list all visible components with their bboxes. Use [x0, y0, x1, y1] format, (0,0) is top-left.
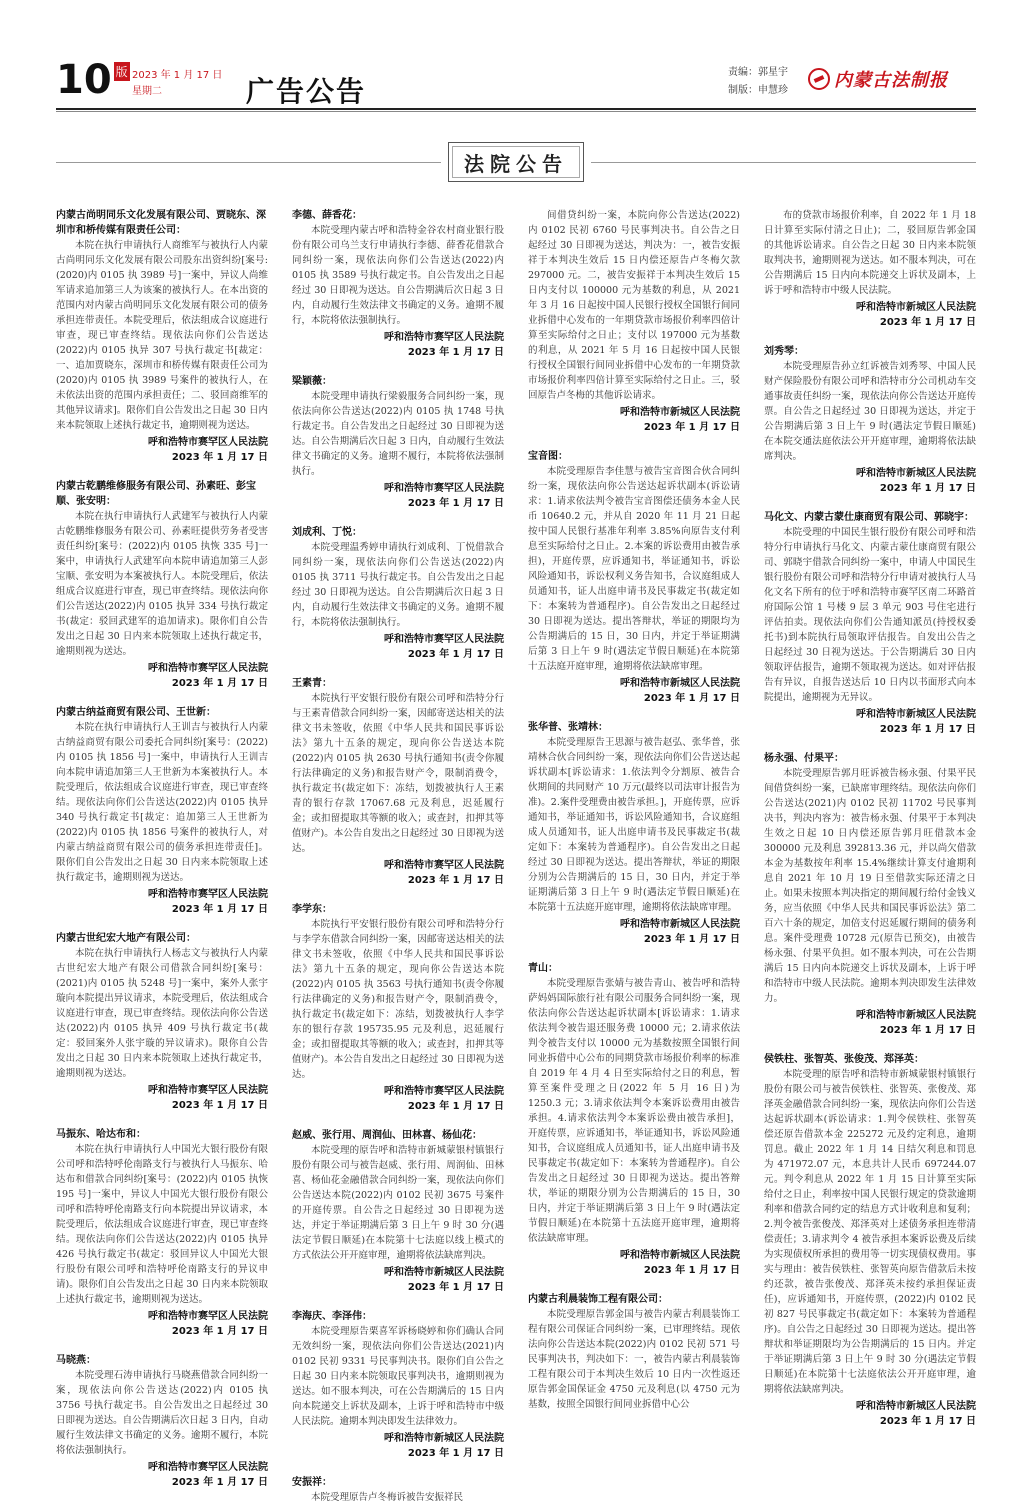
notice-title: 内蒙古纳益商贸有限公司、王世新：	[56, 707, 216, 718]
page-header	[56, 58, 976, 108]
column-3	[528, 208, 740, 1478]
court-notice	[292, 1475, 504, 1505]
notice-date: 2023 年 1 月 17 日	[407, 1448, 504, 1459]
notice-date: 2023 年 1 月 17 日	[879, 317, 976, 328]
banner-box	[448, 142, 584, 182]
banner-title: 法院公告	[464, 151, 568, 176]
notice-title: 安振祥：	[292, 1477, 332, 1488]
header-rule-thin	[56, 111, 976, 112]
notice-court: 呼和浩特市赛罕区人民法院	[384, 634, 504, 645]
court-notice	[764, 1052, 976, 1429]
notice-date: 2023 年 1 月 17 日	[407, 1282, 504, 1293]
logo-text: 内蒙古法制报	[834, 70, 948, 91]
column-1	[56, 208, 268, 1488]
section-title: 广告公告	[246, 75, 367, 108]
notice-title: 侯铁柱、张智英、张俊茂、郑泽英：	[764, 1054, 924, 1065]
notice-body: 本院受理原告郭金国与被告内蒙古利晨装饰工程有限公司保证合同纠纷一案，已审理终结。现依法向你公告送达本院(2022)内 0102 民初 571 号民事判决书，判决如下：一，被告内蒙古利晨装饰工程有限公司于本判决生效后 10 日内一次性返还原告郭金国保证金 4750 元及利息(以 4750 元为基数，按照全国银行间同业拆借中心公	[528, 1309, 740, 1410]
notice-court: 呼和浩特市赛罕区人民法院	[384, 332, 504, 343]
court-notice	[56, 479, 268, 691]
notice-date: 2023 年 1 月 17 日	[643, 934, 740, 945]
notice-date: 2023 年 1 月 17 日	[879, 1416, 976, 1427]
page-number-box	[56, 57, 130, 103]
court-notice	[292, 902, 504, 1114]
notice-date: 2023 年 1 月 17 日	[171, 904, 268, 915]
notice-date: 2023 年 1 月 17 日	[407, 347, 504, 358]
court-notice	[56, 208, 268, 465]
notice-court: 呼和浩特市赛罕区人民法院	[148, 437, 268, 448]
notice-body: 间借贷纠纷一案，本院向你公告送达(2022)内 0102 民初 6760 号民事判决书。自公告之日起经过 30 日即视为送达，判决为：一，被告安振祥于本判决生效后 15 日内偿还原告卢冬梅欠款 297000 元。二，被告安振祥于本判决生效后 15 日内支付以 100000 元为基数的利息，从 2021 年 3 月 16 日起按中国人民银行授权全国银行间同业拆借中心发布的一年期贷款市场报价利率四倍计算至实际给付之日止；支付以 197000 元为基数的利息，从 2021 年 5 月 16 日起按中国人民银行授权全国银行间同业拆借中心发布的一年期贷款市场报价利率四倍计算至实际给付之日止。三，驳回原告卢冬梅的其他诉讼请求。	[528, 210, 740, 401]
notice-date: 2023 年 1 月 17 日	[643, 422, 740, 433]
notice-date: 2023 年 1 月 17 日	[407, 1101, 504, 1112]
notice-court: 呼和浩特市赛罕区人民法院	[384, 483, 504, 494]
court-notice	[528, 208, 740, 435]
notice-date: 2023 年 1 月 17 日	[407, 498, 504, 509]
notice-date: 2023 年 1 月 17 日	[407, 875, 504, 886]
notice-court: 呼和浩特市新城区人民法院	[384, 1433, 504, 1444]
notice-title: 内蒙古利晨装饰工程有限公司：	[528, 1294, 668, 1305]
notice-title: 李学东：	[292, 904, 332, 915]
notice-body: 本院在执行申请执行人杨志文与被执行人内蒙古世纪宏大地产有限公司借款合同纠纷[案号：(2021)内 0105 执 5248 号]一案中，案外人张宇璇向本院提出异议请求，本院受理后，依法组成合议庭进行审查，现已审查终结。现依法向你公告送达(2022)内 0105 执异 409 号执行裁定书(裁定：驳回案外人张宇璇的异议请求)。限你自公告发出之日起 30 日内来本院领取上述执行裁定书，逾期则视为送达。	[56, 948, 268, 1079]
page-label: 版	[114, 62, 130, 81]
notice-body: 本院受理原告卢冬梅诉被告安振祥民	[311, 1492, 464, 1503]
notice-body: 本院在执行申请执行人王训吉与被执行人内蒙古纳益商贸有限公司委托合同纠纷[案号：(2022)内 0105 执 1856 号]一案中，申请执行人王训吉向本院申请追加第三人王世新为本案被执行人。本院受理后，依法组成合议庭进行审查，现已审查终结。现依法向你们公告送达(2022)内 0105 执异 340 号执行裁定书[裁定：追加第三人王世新为(2022)内 0105 执 1856 号案件的被执行人，对内蒙古纳益商贸有限公司的债务承担连带责任]。限你们自公告发出之日起 30 日内来本院领取上述执行裁定书，逾期则视为送达。	[56, 722, 268, 883]
notice-title: 刘成利、丁悦：	[292, 527, 362, 538]
notice-title: 内蒙古尚明同乐文化发展有限公司、贾晓东、深圳市和桥传媒有限责任公司：	[56, 210, 266, 236]
notice-court: 呼和浩特市赛罕区人民法院	[384, 1086, 504, 1097]
court-notice	[292, 374, 504, 511]
notice-date: 2023 年 1 月 17 日	[171, 678, 268, 689]
notice-title: 内蒙古世纪宏大地产有限公司：	[56, 933, 196, 944]
notice-body: 本院在执行申请执行人武建军与被执行人内蒙古乾鹏维修服务有限公司、孙素旺提供劳务者受害责任纠纷[案号：(2022)内 0105 执恢 335 号]一案中，申请执行人武建军向本院申请追加第三人彭宝顺、张安明为本案被执行人。本院受理后，依法组成合议庭进行审查，现已审查终结。现依法向你们公告送达(2022)内 0105 执异 334 号执行裁定书(裁定：驳回武建军的追加请求)。限你们自公告发出之日起 30 日内来本院领取上述执行裁定书，逾期则视为送达。	[56, 511, 268, 657]
notice-date: 2023 年 1 月 17 日	[407, 649, 504, 660]
notice-date: 2023 年 1 月 17 日	[643, 693, 740, 704]
notice-body: 本院受理的原告呼和浩特市新城蒙银村镇银行股份有限公司与被告侯铁柱、张智英、张俊茂、郑泽英金融借款合同纠纷一案，现依法向你们公告送达起诉状副本(诉讼请求：1.判令侯铁柱、张智英偿还原告借款本金 225272 元及约定利息，逾期罚息。截止 2022 年 1 月 14 日结欠利息和罚息为 471972.07 元，本息共计人民币 697244.07 元。判令利息从 2022 年 1 月 15 日计算至实际给付之日止，利率按中国人民银行规定的贷款逾期利率和借款合同约定的结息方式计收利息和复利；2.判令被告张俊茂、郑泽英对上述债务承担连带清偿责任；3.请求判令 4 被告承担本案诉讼费及后续为实现债权所承担的费用等一切实现债权费用。事实与理由：被告侯铁柱、张智英向原告借款后未按约还款，被告张俊茂、郑泽英未按约承担保证责任)，应诉通知书，开庭传票，(2022)内 0102 民初 827 号民事裁定书(裁定如下：本案转为普通程序)。自公告之日起经过 30 日即视为送达。提出答辩状和举证期限均为公告期满后的 15 日内。并定于举证期满后第 3 日上午 9 时 30 分(遇法定节假日顺延)在本院第十七法庭依法公开开庭审理，逾期将依法缺席判决。	[764, 1069, 976, 1395]
column-2	[292, 208, 504, 1503]
notice-court: 呼和浩特市赛罕区人民法院	[148, 663, 268, 674]
notice-body: 本院受理原告郭月旺诉被告杨永强、付果平民间借贷纠纷一案，已缺席审理终结。现依法向你们公告送达(2021)内 0102 民初 11702 号民事判决书，判决内容为：被告杨永强、付果平于本判决生效之日起 10 日内偿还原告郭月旺借款本金 300000 元及利息 392813.36 元，并以尚欠借款本金为基数按年利率 15.4%继续计算支付逾期利息自 2021 年 10 月 19 日至借款实际还清之日止。如果未按照本判决指定的期间履行给付金钱义务，应当依照《中华人民共和国民事诉讼法》第二百六十条的规定，加倍支付迟延履行期间的债务利息。案件受理费 10728 元(原告已预交)，由被告杨永强、付果平负担。如不服本判决，可在公告期满后 15 日内向本院递交上诉状及副本，上诉于呼和浩特市中级人民法院。逾期本判决即发生法律效力。	[764, 768, 976, 1004]
issue-weekday: 星期二	[132, 86, 162, 97]
notice-court: 呼和浩特市赛罕区人民法院	[148, 889, 268, 900]
designer-credit: 制版：申慧珍	[728, 85, 788, 96]
court-notice	[764, 751, 976, 1038]
notice-court: 呼和浩特市赛罕区人民法院	[148, 1311, 268, 1322]
notice-court: 呼和浩特市新城区人民法院	[856, 709, 976, 720]
banner-line-left	[56, 162, 441, 163]
notice-date: 2023 年 1 月 17 日	[171, 452, 268, 463]
notice-date: 2023 年 1 月 17 日	[643, 1265, 740, 1276]
notice-body: 本院受理内蒙古呼和浩特金谷农村商业银行股份有限公司乌兰支行申请执行李德、薛香花借款合同纠纷一案，现依法向你们公告送达(2022)内 0105 执 3589 号执行裁定书。自公告发出之日起经过 30 日即视为送达。自公告期满后次日起 3 日内，自动履行生效法律文书确定的义务。逾期不履行，本院将依法强制执行。	[292, 225, 504, 326]
court-notice	[56, 1353, 268, 1490]
notice-court: 呼和浩特市新城区人民法院	[856, 1401, 976, 1412]
notice-date: 2023 年 1 月 17 日	[171, 1477, 268, 1488]
notice-body: 本院执行平安银行股份有限公司呼和浩特分行与李学东借款合同纠纷一案，因邮寄送达相关的法律文书未签收，依照《中华人民共和国民事诉讼法》第九十五条的规定，现向你公告送达本院(2022)内 0105 执 3563 号执行通知书(责令你履行法律确定的义务)和报告财产令，限制消费令，执行裁定书(裁定如下：冻结，划拨被执行人李学东的银行存款 195735.95 元及利息，迟延履行金；或扣留提取其等额的收入；或查封，扣押其等值财产)。本公告自发出之日起经过 30 日即视为送达。	[292, 919, 504, 1080]
notice-body: 本院受理原告张婧与被告青山、被告呼和浩特萨妈妈国际旅行社有限公司服务合同纠纷一案，现依法向你公告送达起诉状副本[诉讼请求：1.请求依法判令被告退还服务费 10000 元；2.请求依法判令被告支付以 10000 元为基数按照全国银行间同业拆借中心公布的同期贷款市场报价利率的标准自 2019 年 4 月 4 日至实际给付之日的利息，暂算至案件受理之日(2022 年 5 月 16 日)为 1250.3 元；3.请求依法判令本案诉讼费用由被告承担。4.请求依法判令本案诉讼费由被告承担]，开庭传票，应诉通知书，举证通知书，诉讼风险通知书，合议庭组成人员通知书，证人出庭申请书及民事裁定书(裁定如下：本案转为普通程序)。自公告发出之日起经过 30 日即视为送达。提出答辩状，举证的期限分别为公告期满后的 15 日，30 日内，并定于举证期满后第 3 日上午 9 时(遇法定节假日顺延)在本院第十五法庭开庭审理，逾期将依法缺席审理。	[528, 978, 740, 1244]
notice-court: 呼和浩特市新城区人民法院	[620, 919, 740, 930]
notice-body: 布的贷款市场报价利率，自 2022 年 1 月 18 日计算至实际付清之日止)；二，驳回原告郭金国的其他诉讼请求。自公告之日起 30 日内来本院领取判决书，逾期则视为送达。如不服本判决，可在公告期满后 15 日内向本院递交上诉状及副本，上诉于呼和浩特市中级人民法院。	[764, 210, 976, 296]
notice-date: 2023 年 1 月 17 日	[879, 483, 976, 494]
notice-court: 呼和浩特市新城区人民法院	[384, 1267, 504, 1278]
court-notice	[56, 931, 268, 1113]
notice-title: 李海庆、李泽伟：	[292, 1311, 372, 1322]
court-notice	[528, 449, 740, 706]
notice-title: 杨永强、付果平：	[764, 753, 844, 764]
newspaper-logo	[808, 66, 948, 92]
notice-body: 本院受理原告王思源与被告赵弘、张华普，张靖林合伙合同纠纷一案，现依法向你们公告送达起诉状副本[诉讼请求：1.依法判令分割原、被告合伙期间的共同财产 10 万元(最终以司法审计报告为准)。2.案件受理费由被告承担。]，开庭传票，应诉通知书，举证通知书，诉讼风险通知书，合议庭组成人员通知书，证人出庭申请书及民事裁定书(裁定如下：本案转为普通程序)。自公告发出之日起经过 30 日即视为送达。提出答辩状，举证的期限分别为公告期满后的 15 日，30 日内，并定于举证期满后第 3 日上午 9 时(遇法定节假日顺延)在本院第十五法庭开庭审理，逾期将依法缺席审理。	[528, 737, 740, 913]
notice-court: 呼和浩特市赛罕区人民法院	[148, 1462, 268, 1473]
editor-credit: 责编：郭星宇	[728, 67, 788, 78]
notice-title: 马晓燕：	[56, 1355, 96, 1366]
notice-body: 本院受理原告李佳慧与被告宝音图合伙合同纠纷一案，现依法向你公告送达起诉状副本(诉讼请求：1.请求依法判令被告宝音图偿还债务本金人民币 10640.2 元，并从自 2020 年 11 月 21 日起按中国人民银行基准年利率 3.85%向原告支付利息至实际给付之日止。2.本案的诉讼费用由被告承担)，开庭传票，应诉通知书，举证通知书，诉讼风险通知书，诉讼权利义务告知书，合议庭组成人员通知书，证人出庭申请书及民事裁定书(裁定如下：本案转为普通程序)。自公告发出之日起经过 30 日即视为送达。提出答辩状，举证的期限均为公告期满后的 15 日，30 日内，并定于举证期满后第 3 日上午 9 时(遇法定节假日顺延)在本院第十五法庭开庭审理，逾期将依法缺席审理。	[528, 466, 740, 672]
notice-body: 本院在执行申请执行人中国光大银行股份有限公司呼和浩特呼伦南路支行与被执行人马振东、哈达布和借款合同纠纷[案号：(2022)内 0105 执恢 195 号]一案中，异议人中国光大银行股份有限公司呼和浩特呼伦南路支行向本院提出异议请求，本院受理后，依法组成合议庭进行审查，现已审查终结。现依法向你们公告送达(2022)内 0105 执异 426 号执行裁定书(裁定：驳回异议人中国光大银行股份有限公司呼和浩特呼伦南路支行的异议申请)。限你们自公告发出之日起 30 日内来本院领取上述执行裁定书，逾期则视为送达。	[56, 1144, 268, 1305]
logo-emblem-icon	[808, 68, 830, 90]
header-rule	[56, 108, 976, 110]
notice-columns	[56, 208, 976, 1503]
notice-title: 刘秀琴：	[764, 346, 804, 357]
notice-body: 本院在执行申请执行人商维军与被执行人内蒙古尚明同乐文化发展有限公司股东出资纠纷[案号:(2020)内 0105 执 3989 号]一案中，异议人尚维军请求追加第三人为该案的被执行人。在本出资的范围内对内蒙古尚明同乐文化发展有限公司的债务承担连带责任。本院受理后，依法组成合议庭进行审查，现已审查终结。现依法向你们公告送达(2022)内 0105 执异 307 号执行裁定书[裁定：一、追加贾晓东，深圳市和桥传媒有限责任公司为(2020)内 0105 执 3989 号案件的被执行人，在未依法出资的范围内承担责任；二、驳回商维军的其他异议请求]。限你们自公告发出之日起 30 日内来本院领取上述执行裁定书，逾期则视为送达。	[56, 240, 268, 431]
notice-title: 马化文、内蒙古蒙仕康商贸有限公司、郭晓宇：	[764, 512, 974, 523]
notice-court: 呼和浩特市赛罕区人民法院	[384, 860, 504, 871]
court-notice	[528, 961, 740, 1278]
court-notice	[292, 1128, 504, 1295]
court-notice	[764, 510, 976, 737]
banner-line-right	[591, 162, 976, 163]
notice-body: 本院受理的中国民生银行股份有限公司呼和浩特分行申请执行马化文、内蒙古蒙仕康商贸有限公司、郭晓宇借款合同纠纷一案中，申请人中国民生银行股份有限公司呼和浩特分行申请对被执行人马化文名下所有的位于呼和浩特市赛罕区南二环路首府国际公馆 1 号楼 9 层 3 单元 903 号住宅进行评估拍卖。现依法向你们公告通知派员(持授权委托书)到本院执行局领取评估报告。自发出公告之日起经过 30 日视为送达。于公告期满后 30 日内领取评估报告，逾期不领取视为送达。如对评估报告有异议，自报告送达后 10 日内以书面形式向本院提出，逾期视为无异议。	[764, 527, 976, 703]
issue-date-block	[132, 68, 222, 100]
notice-date: 2023 年 1 月 17 日	[879, 724, 976, 735]
court-notice	[292, 1309, 504, 1461]
notice-date: 2023 年 1 月 17 日	[879, 1025, 976, 1036]
notice-body: 本院受理温秀婷申请执行刘成利、丁悦借款合同纠纷一案，现依法向你们公告送达(2022)内 0105 执 3711 号执行裁定书。自公告发出之日起经过 30 日即视为送达。自公告期满后次日起 3 日内，自动履行生效法律文书确定的义务。逾期不履行，本院将依法强制执行。	[292, 542, 504, 628]
notice-title: 宝音图：	[528, 451, 568, 462]
notice-court: 呼和浩特市新城区人民法院	[620, 678, 740, 689]
notice-court: 呼和浩特市新城区人民法院	[620, 1250, 740, 1261]
court-notice	[292, 208, 504, 360]
issue-date: 2023 年 1 月 17 日	[132, 70, 223, 81]
notice-body: 本院受理原告孙立红诉被告刘秀琴、中国人民财产保险股份有限公司呼和浩特市分公司机动车交通事故责任纠纷一案，现依法向你公告送达开庭传票。自公告之日起经过 30 日即视为送达，并定于公告期满后第 3 日上午 9 时(遇法定节假日顺延)在本院交通法庭依法公开开庭审理，逾期将依法缺席判决。	[764, 361, 976, 462]
notice-title: 李德、薛香花：	[292, 210, 362, 221]
court-notice	[764, 208, 976, 330]
notice-court: 呼和浩特市新城区人民法院	[856, 302, 976, 313]
court-notice	[56, 705, 268, 917]
notice-body: 本院受理的原告呼和浩特市新城蒙银村镇银行股份有限公司与被告赵威、张行用、周润仙、田林喜、杨仙花金融借款合同纠纷一案，现依法向你们公告送达本院(2022)内 0102 民初 3675 号案件的开庭传票。自公告之日起经过 30 日即视为送达，并定于举证期满后第 3 日上午 9 时 30 分(遇法定节假日顺延)在本院第十七法庭以线上模式的方式依法公开开庭审理，逾期将依法缺席判决。	[292, 1145, 504, 1261]
notice-title: 青山：	[528, 963, 558, 974]
court-notice	[528, 720, 740, 947]
notice-title: 梁颖薇：	[292, 376, 332, 387]
notice-date: 2023 年 1 月 17 日	[171, 1326, 268, 1337]
notice-title: 王素青：	[292, 678, 332, 689]
notice-court: 呼和浩特市新城区人民法院	[620, 407, 740, 418]
notice-body: 本院受理申请执行梁毅服务合同纠纷一案，现依法向你公告送达(2022)内 0105 执 1748 号执行裁定书。自公告发出之日起经过 30 日即视为送达。自公告期满后次日起 3 日内，自动履行生效法律文书确定的义务。逾期不履行，本院将依法强制执行。	[292, 391, 504, 477]
court-notice	[292, 676, 504, 888]
court-notice	[528, 1292, 740, 1412]
notice-court: 呼和浩特市赛罕区人民法院	[148, 1085, 268, 1096]
notice-court: 呼和浩特市新城区人民法院	[856, 1010, 976, 1021]
credits	[728, 64, 788, 100]
court-notice	[292, 525, 504, 662]
page-number: 10	[56, 57, 112, 103]
notice-body: 本院受理石涛申请执行马晓燕借款合同纠纷一案，现依法向你公告送达(2022)内 0105 执 3756 号执行裁定书。自公告发出之日起经过 30 日即视为送达。自公告期满后次日起 3 日内，自动履行生效法律文书确定的义务。逾期不履行，本院将依法强制执行。	[56, 1370, 268, 1456]
notice-title: 张华普、张靖林：	[528, 722, 608, 733]
court-notice	[764, 344, 976, 496]
notice-body: 本院受理原告栗喜军诉杨晓婷和你们确认合同无效纠纷一案，现依法向你们公告送达(2021)内 0102 民初 9331 号民事判决书。限你们自公告之日起 30 日内来本院领取民事判决书，逾期则视为送达。如不服本判决，可在公告期满后的 15 日内向本院递交上诉状及副本，上诉于呼和浩特市中级人民法院。逾期本判决即发生法律效力。	[292, 1326, 504, 1427]
notice-body: 本院执行平安银行股份有限公司呼和浩特分行与王素青借款合同纠纷一案，因邮寄送达相关的法律文书未签收，依照《中华人民共和国民事诉讼法》第九十五条的规定，现向你公告送达本院(2022)内 0105 执 2630 号执行通知书(责令你履行法律确定的义务)和报告财产令，限制消费令，执行裁定书(裁定如下：冻结，划拨被执行人王素青的银行存款 17067.68 元及利息，迟延履行金；或扣留提取其等额的收入；或查封，扣押其等值财产)。本公告自发出之日起经过 30 日即视为送达。	[292, 693, 504, 854]
court-notice	[56, 1127, 268, 1339]
notice-title: 马振东、哈达布和：	[56, 1129, 146, 1140]
section-banner	[56, 140, 976, 186]
notice-title: 内蒙古乾鹏维修服务有限公司、孙素旺、彭宝顺、张安明：	[56, 481, 256, 507]
notice-court: 呼和浩特市新城区人民法院	[856, 468, 976, 479]
column-4	[764, 208, 976, 1478]
notice-date: 2023 年 1 月 17 日	[171, 1100, 268, 1111]
notice-title: 赵威、张行用、周润仙、田林喜、杨仙花：	[292, 1130, 482, 1141]
